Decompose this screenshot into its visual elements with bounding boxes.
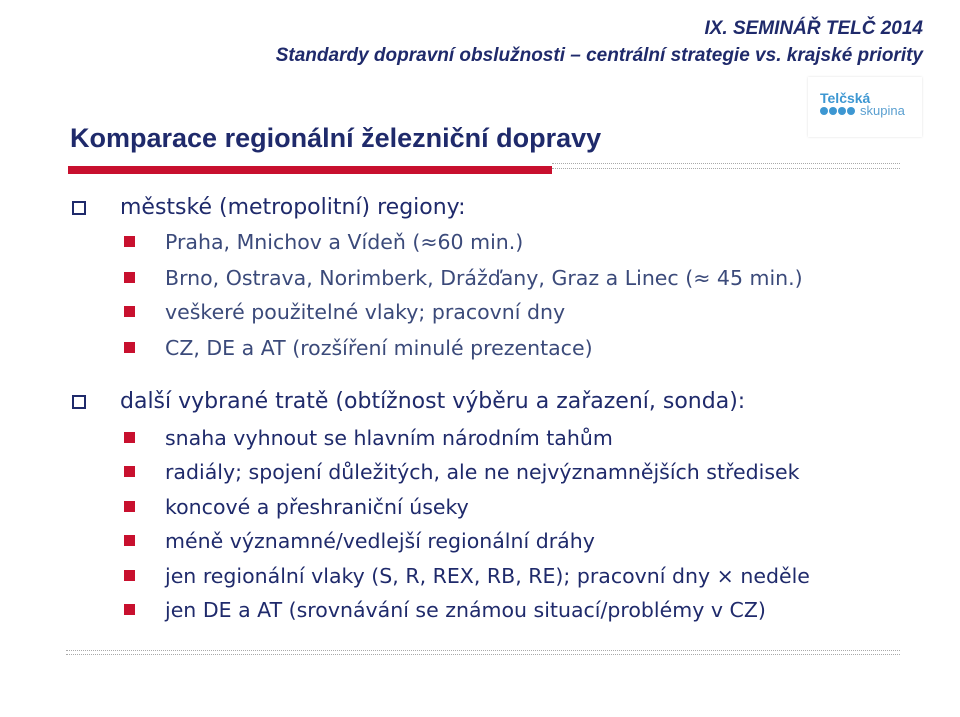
section-label: další vybrané tratě (obtížnost výběru a zařazení, sonda):: [120, 389, 746, 414]
red-square-bullet-icon: [124, 432, 135, 443]
seminar-subtitle: Standardy dopravní obslužnosti – centrální strategie vs. krajské priority: [275, 45, 923, 66]
list-item-text: CZ, DE a AT (rozšíření minulé prezentace): [165, 336, 593, 360]
list-item-text: radiály; spojení důležitých, ale ne nejvýznamnějších středisek: [165, 460, 800, 484]
footer-divider-dotted: [66, 654, 900, 655]
list-item-text: snaha vyhnout se hlavním národním tahům: [165, 426, 613, 450]
red-square-bullet-icon: [124, 272, 135, 283]
red-square-bullet-icon: [124, 604, 135, 615]
list-item-text: Brno, Ostrava, Norimberk, Drážďany, Graz a Linec (≈ 45 min.): [165, 266, 803, 290]
list-item-text: jen DE a AT (srovnávání se známou situací/problémy v CZ): [165, 598, 766, 622]
red-square-bullet-icon: [124, 535, 135, 546]
hollow-square-bullet-icon: [72, 201, 86, 215]
logo-word-2: skupina: [860, 103, 905, 118]
logo-word-1: Telčská: [820, 90, 871, 106]
hollow-square-bullet-icon: [72, 395, 86, 409]
slide-title: Komparace regionální železniční dopravy: [70, 123, 602, 153]
divider-dotted: [552, 163, 900, 164]
list-item-text: jen regionální vlaky (S, R, REX, RB, RE); pracovní dny × neděle: [165, 564, 810, 588]
footer-divider-dotted: [66, 650, 900, 651]
red-square-bullet-icon: [124, 236, 135, 247]
logo-dots-icon: [820, 107, 855, 115]
red-square-bullet-icon: [124, 466, 135, 477]
red-square-bullet-icon: [124, 342, 135, 353]
seminar-title: IX. SEMINÁŘ TELČ 2014: [704, 18, 923, 39]
divider-dotted: [552, 168, 900, 169]
title-underline-bar: [68, 166, 552, 174]
section-label: městské (metropolitní) regiony:: [120, 195, 466, 220]
red-square-bullet-icon: [124, 306, 135, 317]
telcska-skupina-logo: [808, 77, 922, 137]
list-item-text: koncové a přeshraniční úseky: [165, 495, 469, 519]
red-square-bullet-icon: [124, 501, 135, 512]
list-item-text: Praha, Mnichov a Vídeň (≈60 min.): [165, 230, 524, 254]
list-item-text: méně významné/vedlejší regionální dráhy: [165, 529, 595, 553]
list-item-text: veškeré použitelné vlaky; pracovní dny: [165, 300, 566, 324]
red-square-bullet-icon: [124, 570, 135, 581]
